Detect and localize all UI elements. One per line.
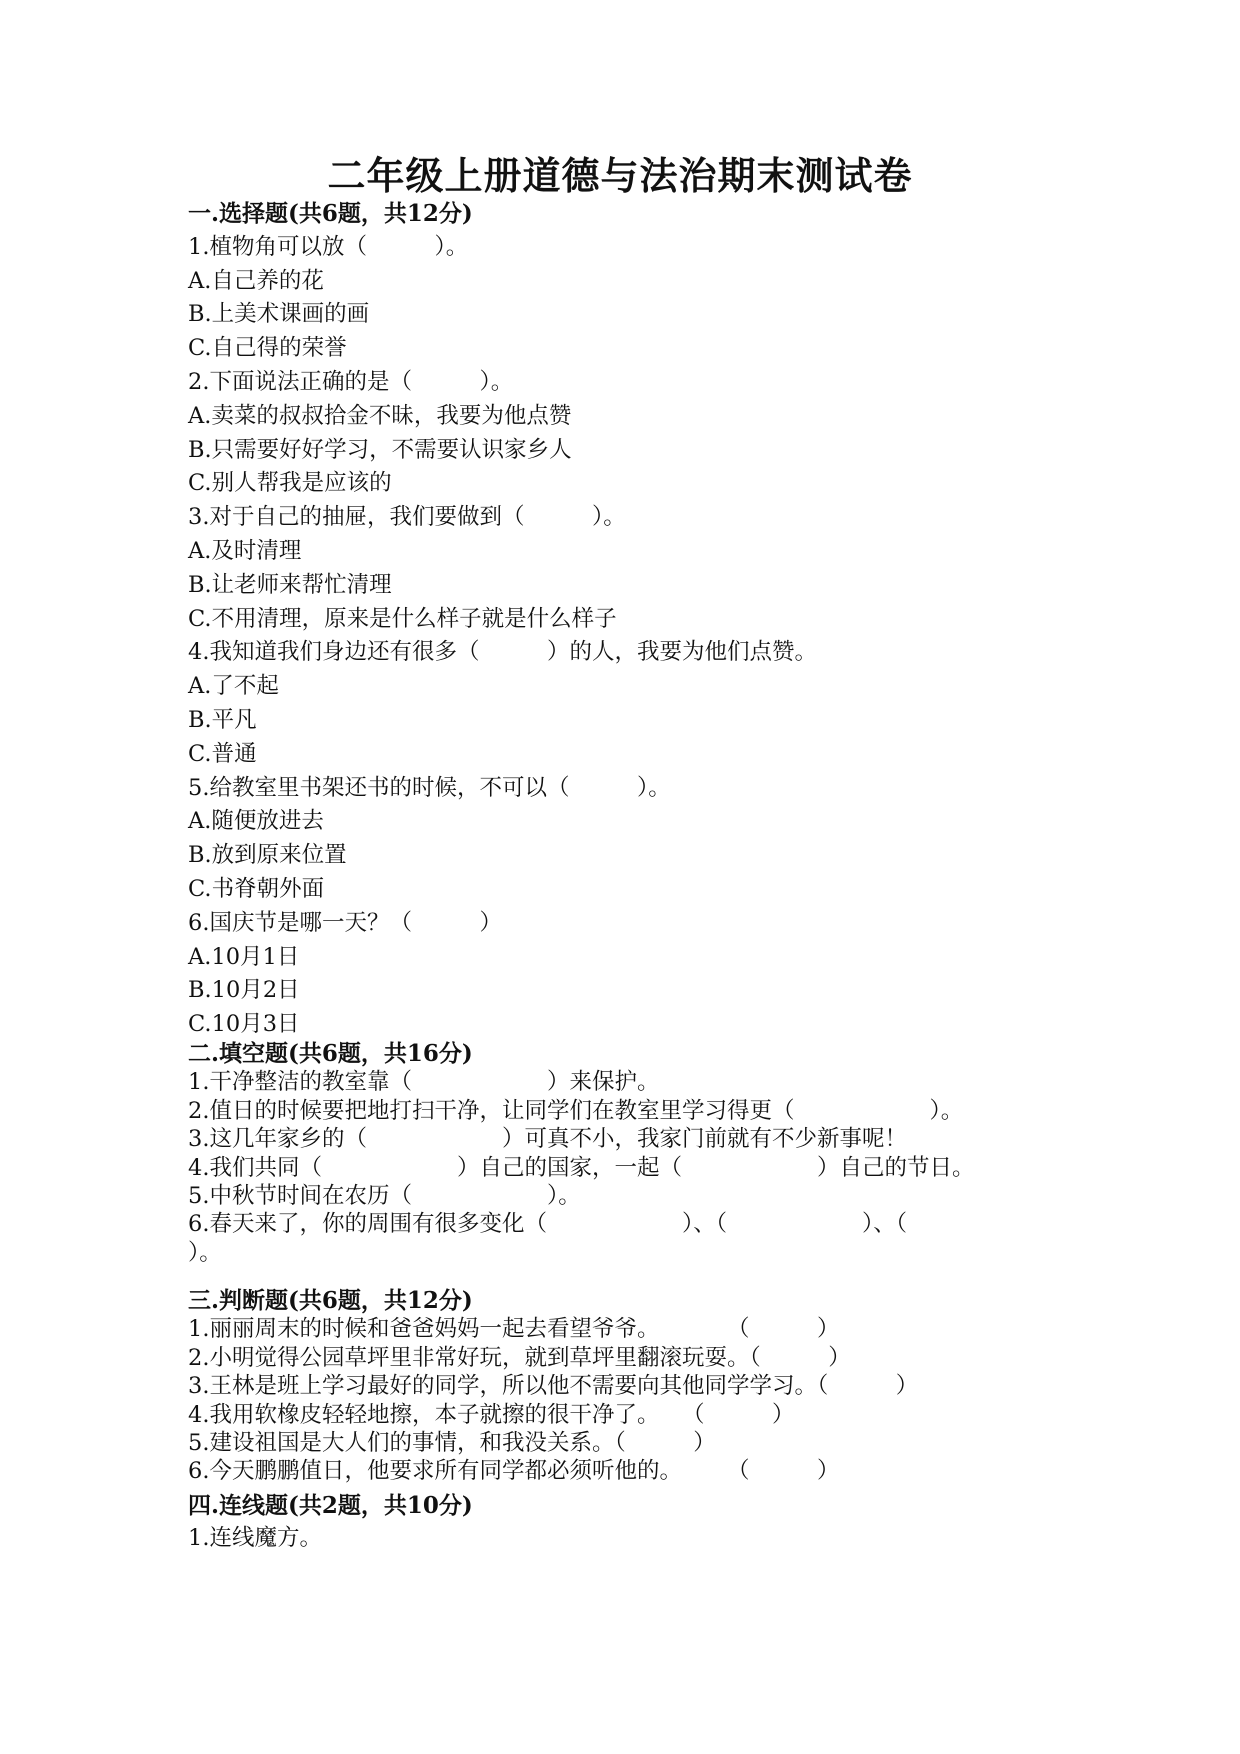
question-line: 3.对于自己的抽屉，我们要做到（ ）。 [188,504,626,531]
option-line: C.别人帮我是应该的 [188,470,392,497]
question-line-continued: ）。 [188,1239,222,1266]
question-line: 1.干净整洁的教室靠（ ）来保护。 [188,1069,660,1096]
question-line: 2.下面说法正确的是（ ）。 [188,368,514,395]
section-choice [188,197,1188,1042]
option-line: C.不用清理，原来是什么样子就是什么样子 [188,605,617,632]
section-matching [188,1489,1188,1555]
question-line: 5.给教室里书架还书的时候，不可以（ ）。 [188,774,671,801]
option-line: A.及时清理 [188,537,302,564]
section-heading: 一.选择题(共6题，共12分) [188,200,473,227]
question-line: 1.连线魔方。 [188,1525,322,1551]
option-line: A.卖菜的叔叔拾金不昧，我要为他点赞 [188,402,572,429]
question-line: 5.建设祖国是大人们的事情，和我没关系。（ ） [188,1429,716,1456]
option-line: B.上美术课画的画 [188,301,370,328]
option-line: C.自己得的荣誉 [188,335,347,362]
question-line: 1.丽丽周末的时候和爸爸妈妈一起去看望爷爷。 （ ） [188,1316,840,1343]
option-line: A.了不起 [188,673,279,700]
option-line: B.放到原来位置 [188,842,347,869]
question-line: 4.我知道我们身边还有很多（ ）的人，我要为他们点赞。 [188,639,817,666]
option-line: C.普通 [188,740,257,767]
question-line: 2.小明觉得公园草坪里非常好玩，就到草坪里翻滚玩耍。（ ） [188,1344,851,1371]
question-line: 1.植物角可以放（ ）。 [188,233,469,260]
option-line: C.书脊朝外面 [188,875,325,902]
section-fill-blank [188,1040,1188,1267]
question-line: 6.国庆节是哪一天？（ ） [188,909,502,936]
option-line: C.10月3日 [188,1011,300,1038]
section-heading: 三.判断题(共6题，共12分) [188,1287,473,1314]
option-line: A.随便放进去 [188,808,324,835]
section-heading: 四.连线题(共2题，共10分) [188,1492,473,1519]
question-line: 3.这几年家乡的（ ）可真不小，我家门前就有不少新事呢！ [188,1126,907,1153]
question-line: 4.我们共同（ ）自己的国家，一起（ ）自己的节日。 [188,1154,975,1181]
question-line: 6.今天鹏鹏值日，他要求所有同学都必须听他的。 （ ） [188,1458,840,1485]
section-true-false [188,1287,1188,1486]
option-line: A.自己养的花 [188,267,324,294]
option-line: B.让老师来帮忙清理 [188,571,392,598]
question-line: 3.王林是班上学习最好的同学，所以他不需要向其他同学学习。（ ） [188,1373,919,1400]
question-line: 5.中秋节时间在农历（ ）。 [188,1182,581,1209]
option-line: B.10月2日 [188,977,300,1004]
question-line: 2.值日的时候要把地打扫干净，让同学们在教室里学习得更（ ）。 [188,1097,964,1124]
option-line: A.10月1日 [188,943,300,970]
option-line: B.平凡 [188,706,257,733]
question-line: 4.我用软橡皮轻轻地擦，本子就擦的很干净了。 （ ） [188,1401,795,1428]
option-line: B.只需要好好学习，不需要认识家乡人 [188,436,572,463]
page-title: 二年级上册道德与法治期末测试卷 [327,153,913,198]
question-line: 6.春天来了，你的周围有很多变化（ ）、（ ）、（ [188,1211,907,1238]
section-heading: 二.填空题(共6题，共16分) [188,1040,473,1067]
